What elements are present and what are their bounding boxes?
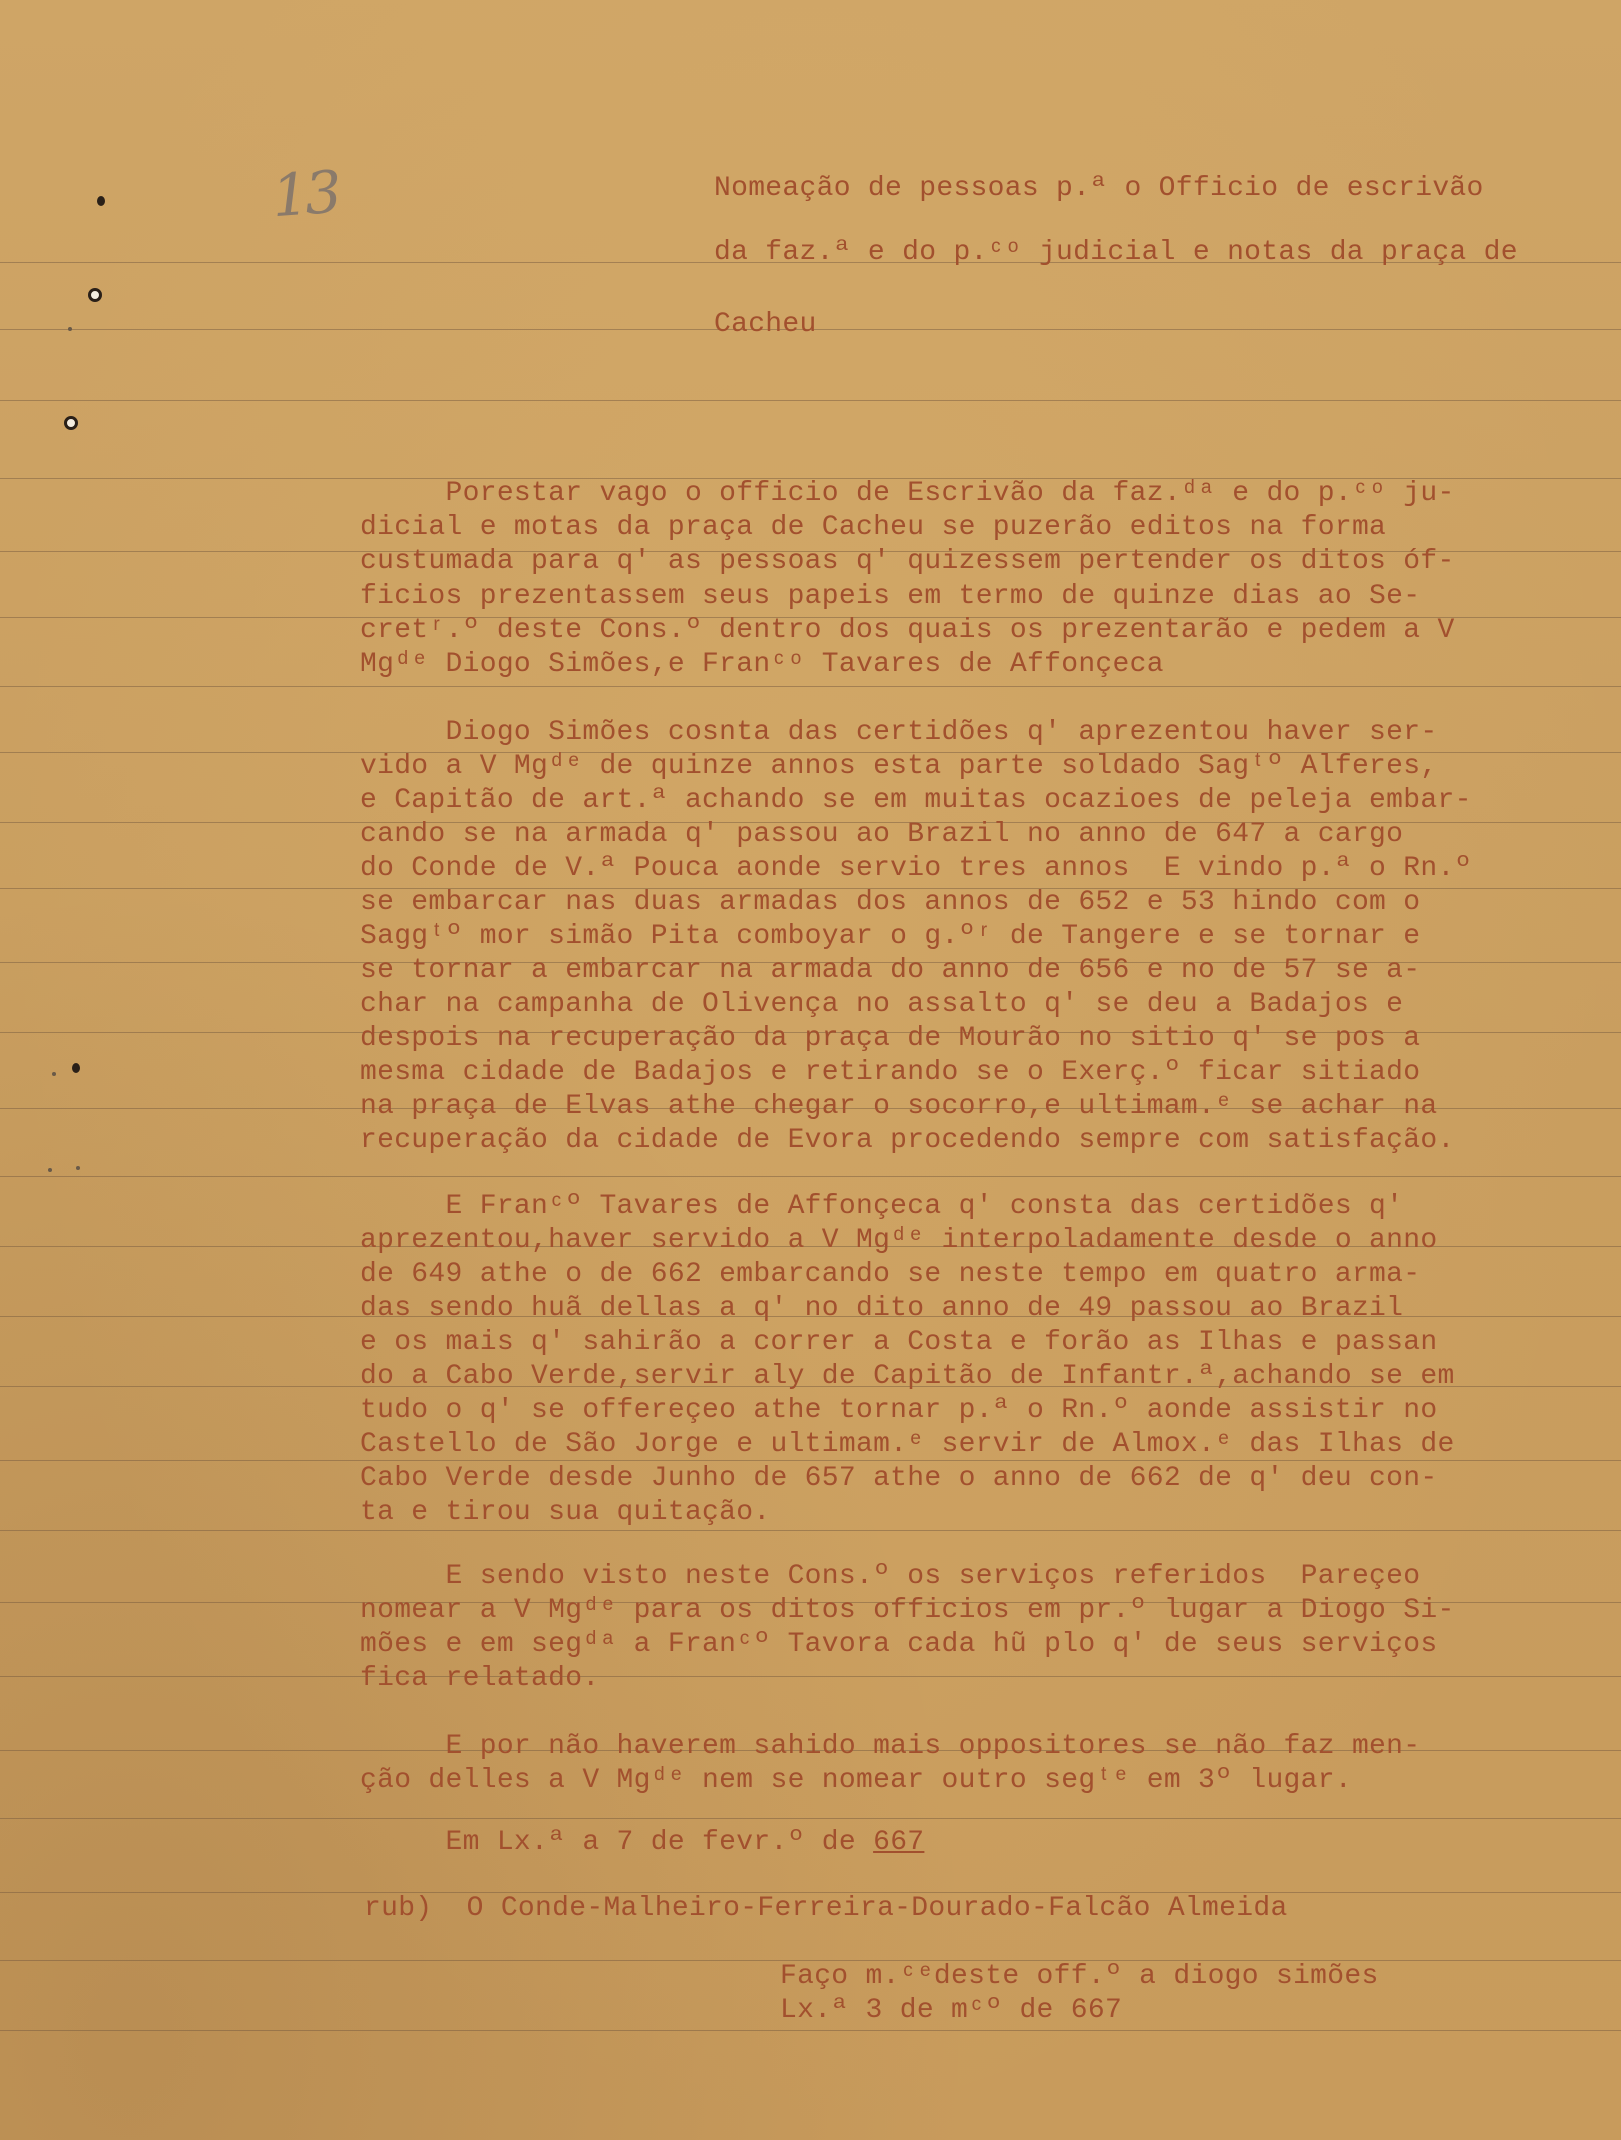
ink-dot bbox=[97, 196, 105, 206]
text-line: E Franᶜº Tavares de Affonçeca q' consta das certidões q' bbox=[360, 1191, 1404, 1222]
margin-mark bbox=[76, 1166, 80, 1170]
text-line: custumada para q' as pessoas q' quizessem pertender os ditos óf- bbox=[360, 546, 1455, 577]
ruled-line bbox=[0, 686, 1621, 687]
text-line: char na campanha de Olivença no assalto q' se deu a Badajos e bbox=[360, 989, 1404, 1020]
text-line: nomear a V Mgᵈᵉ para os ditos officios em pr.º lugar a Diogo Si- bbox=[360, 1595, 1455, 1626]
text-line: Castello de São Jorge e ultimam.ᵉ servir de Almox.ᵉ das Ilhas de bbox=[360, 1429, 1455, 1460]
text-line: dicial e motas da praça de Cacheu se puzerão editos na forma bbox=[360, 512, 1387, 543]
ruled-line bbox=[0, 1176, 1621, 1177]
text-line: das sendo huã dellas a q' no dito anno de 49 passou ao Brazil bbox=[360, 1293, 1404, 1324]
heading-line: Nomeação de pessoas p.ª o Officio de escrivão bbox=[714, 173, 1484, 204]
text-line: cretʳ.º deste Cons.º dentro dos quais os prezentarão e pedem a V bbox=[360, 615, 1455, 646]
ink-dot bbox=[72, 1063, 80, 1073]
text-line: mesma cidade de Badajos e retirando se o Exerç.º ficar sitiado bbox=[360, 1057, 1421, 1088]
text-line: ta e tirou sua quitação. bbox=[360, 1497, 771, 1528]
margin-mark bbox=[48, 1168, 52, 1172]
text-line: recuperação da cidade de Evora procedendo sempre com satisfação. bbox=[360, 1125, 1455, 1156]
text-line: do a Cabo Verde,servir aly de Capitão de Infantr.ª,achando se em bbox=[360, 1361, 1455, 1392]
text-line: Porestar vago o officio de Escrivão da faz.ᵈᵃ e do p.ᶜᵒ ju- bbox=[360, 478, 1455, 509]
margin-mark bbox=[68, 327, 72, 331]
ruled-line bbox=[0, 1818, 1621, 1819]
heading-line: Cacheu bbox=[714, 309, 817, 340]
text-line: Mgᵈᵉ Diogo Simões,e Franᶜᵒ Tavares de Affonçeca bbox=[360, 649, 1164, 680]
text-line: fica relatado. bbox=[360, 1663, 600, 1694]
margin-mark bbox=[52, 1072, 56, 1076]
signatures-line: rub) O Conde-Malheiro-Ferreira-Dourado-Falcão Almeida bbox=[364, 1893, 1288, 1924]
text-line: se embarcar nas duas armadas dos annos de 652 e 53 hindo com o bbox=[360, 887, 1421, 918]
decree-line: Faço m.ᶜᵉdeste off.º a diogo simões bbox=[780, 1961, 1379, 1992]
text-line: aprezentou,haver servido a V Mgᵈᵉ interpoladamente desde o anno bbox=[360, 1225, 1438, 1256]
ruled-line bbox=[0, 2030, 1621, 2031]
ruled-line bbox=[0, 1530, 1621, 1531]
text-line: ção delles a V Mgᵈᵉ nem se nomear outro segᵗᵉ em 3º lugar. bbox=[360, 1765, 1352, 1796]
decree-line: Lx.ª 3 de mᶜº de 667 bbox=[780, 1995, 1123, 2026]
text-line: tudo o q' se offereçeo athe tornar p.ª o Rn.º aonde assistir no bbox=[360, 1395, 1438, 1426]
ruled-line bbox=[0, 1676, 1621, 1677]
text-line: na praça de Elvas athe chegar o socorro,e ultimam.ᵉ se achar na bbox=[360, 1091, 1438, 1122]
text-line: e Capitão de art.ª achando se em muitas ocazioes de peleja embar- bbox=[360, 785, 1472, 816]
text-line: Saggᵗº mor simão Pita comboyar o g.ºʳ de Tangere e se tornar e bbox=[360, 921, 1421, 952]
date-text: Em Lx.ª a 7 de fevr.º de bbox=[360, 1827, 874, 1858]
text-line: ficios prezentassem seus papeis em termo de quinze dias ao Se- bbox=[360, 581, 1421, 612]
text-line: do Conde de V.ª Pouca aonde servio tres annos E vindo p.ª o Rn.º bbox=[360, 853, 1472, 884]
punch-hole bbox=[64, 416, 78, 430]
heading-line: da faz.ª e do p.ᶜᵒ judicial e notas da praça de bbox=[714, 237, 1518, 268]
text-line: E por não haverem sahido mais oppositores se não faz men- bbox=[360, 1731, 1421, 1762]
text-line: e os mais q' sahirão a correr a Costa e forão as Ilhas e passan bbox=[360, 1327, 1438, 1358]
text-line: despois na recuperação da praça de Mourão no sitio q' se pos a bbox=[360, 1023, 1421, 1054]
text-line: de 649 athe o de 662 embarcando se neste tempo em quatro arma- bbox=[360, 1259, 1421, 1290]
text-line: Cabo Verde desde Junho de 657 athe o anno de 662 de q' deu con- bbox=[360, 1463, 1438, 1494]
ruled-line bbox=[0, 400, 1621, 401]
text-line: mões e em segᵈᵃ a Franᶜº Tavora cada hũ plo q' de seus serviços bbox=[360, 1629, 1438, 1660]
date-line bbox=[360, 1826, 924, 1860]
text-line: Diogo Simões cosnta das certidões q' aprezentou haver ser- bbox=[360, 717, 1438, 748]
text-line: E sendo visto neste Cons.º os serviços referidos Pareçeo bbox=[360, 1561, 1421, 1592]
text-line: cando se na armada q' passou ao Brazil no anno de 647 a cargo bbox=[360, 819, 1404, 850]
text-line: se tornar a embarcar na armada do anno de 656 e no de 57 se a- bbox=[360, 955, 1421, 986]
punch-hole bbox=[88, 288, 102, 302]
text-line: vido a V Mgᵈᵉ de quinze annos esta parte soldado Sagᵗº Alferes, bbox=[360, 751, 1438, 782]
date-year: 667 bbox=[873, 1827, 925, 1858]
folio-number: 13 bbox=[269, 157, 341, 231]
